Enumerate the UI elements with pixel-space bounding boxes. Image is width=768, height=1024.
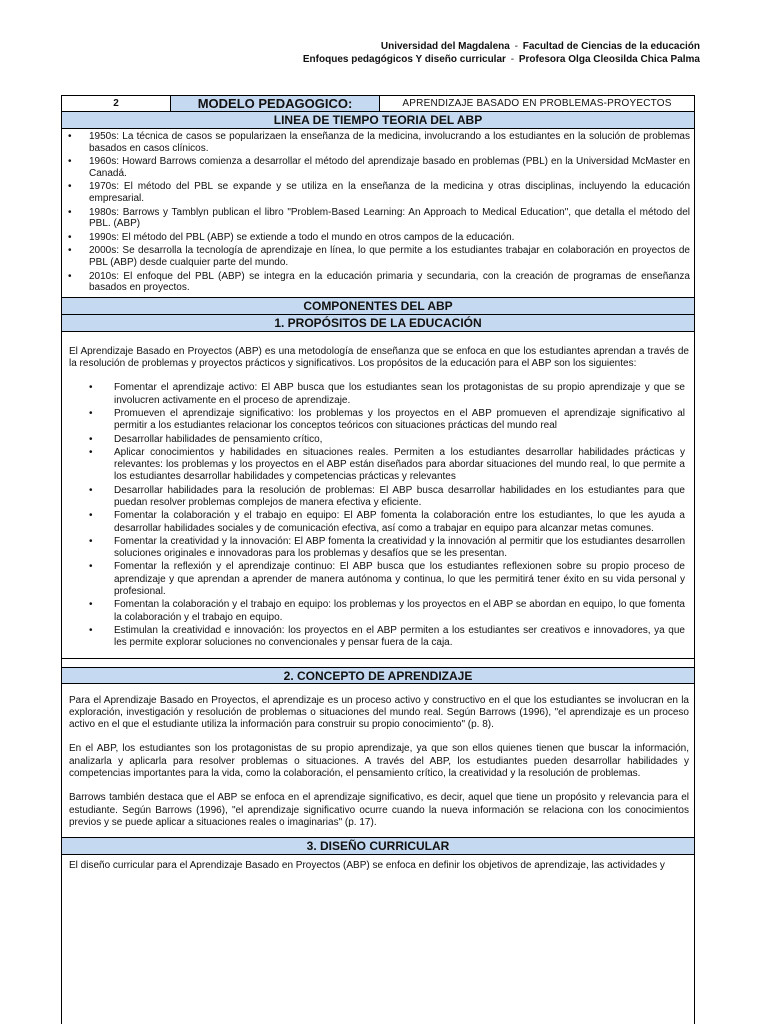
course-name: Enfoques pedagógicos Y diseño curricular <box>302 54 506 65</box>
header-separator: - <box>514 41 518 52</box>
curriculum-section <box>62 855 694 872</box>
timeline-item: • 1950s: La técnica de casos se popularizaen la enseñanza de la medicina, involucrando a los estudiantes en la solución de problemas basados en casos clínicos. <box>66 131 690 154</box>
concept-paragraph: En el ABP, los estudiantes son los protagonistas de su propio aprendizaje, ya que son ellos quienes tienen que buscar la información, analizarla y aplicarla para resolver problemas o situaciones. A través del ABP, los estudiantes pueden desarrollar habilidades y competencias importantes para la vida, como la colaboración, el pensamiento crítico, la creatividad y la resolución de problemas. <box>69 743 689 780</box>
model-value: APRENDIZAJE BASADO EN PROBLEMAS-PROYECTOS <box>402 98 672 109</box>
concept-paragraph: Barrows también destaca que el ABP se enfoca en el aprendizaje significativo, es decir, aquel que tiene un propósito y relevancia para el estudiante. Según Barrows (1996), "el aprendizaje significativo ocurre cuando la nueva información se relaciona con los conocimientos previos y se puede aplicar a situaciones reales o imaginarias" (p. 17). <box>69 792 689 828</box>
model-number: 2 <box>62 96 171 111</box>
timeline-item: • 1970s: El método del PBL se expande y se utiliza en la enseñanza de la medicina y otras disciplinas, incluyendo la educación empresarial. <box>66 181 690 204</box>
purpose-item: • Fomentar la creatividad y la innovación: El ABP fomenta la creatividad y la innovación al permitir que los estudiantes desarrollen soluciones originales e innovadoras para los problemas y desafíos que se les presentan. <box>89 536 685 561</box>
purpose-item: • Promueven el aprendizaje significativo: los problemas y los proyectos en el ABP promueven el aprendizaje significativo al permitir a los estudiantes relacionar los conceptos teóricos con situaciones prácticas del mundo real <box>89 408 685 433</box>
purposes-list <box>62 382 694 649</box>
purposes-section <box>62 332 694 659</box>
header-line-2 <box>303 53 700 66</box>
timeline-item: • 1990s: El método del PBL (ABP) se extiende a todo el mundo en otros campos de la educación. <box>66 232 690 244</box>
curriculum-intro: El diseño curricular para el Aprendizaje Basado en Proyectos (ABP) se enfoca en definir los objetivos de aprendizaje, las actividades y <box>69 860 665 872</box>
components-title: COMPONENTES DEL ABP <box>62 298 694 315</box>
curriculum-title: 3. DISEÑO CURRICULAR <box>62 838 694 855</box>
university-name: Universidad del Magdalena <box>380 41 510 52</box>
timeline-item: • 1980s: Barrows y Tamblyn publican el libro "Problem-Based Learning: An Approach to Medical Education", que detalla el método del PBL. (ABP) <box>66 207 690 230</box>
header-line-1 <box>303 40 700 53</box>
purpose-item: • Fomentar la reflexión y el aprendizaje continuo: El ABP busca que los estudiantes reflexionen sobre su propio proceso de aprendizaje y que aprendan a aprender de manera autónoma y continua, lo que les permitirá tener éxito en su vida personal y profesional. <box>89 561 685 598</box>
purpose-item: • Estimulan la creatividad e innovación: los proyectos en el ABP permiten a los estudiantes ser creativos e innovadores, ya que les permite explorar soluciones no convencionales y pensar fuera de la caja. <box>89 625 685 650</box>
timeline-item: • 2010s: El enfoque del PBL (ABP) se integra en la educación primaria y secundaria, con la creación de programas de enseñanza basados en proyectos. <box>66 271 690 294</box>
professor-name: Profesora Olga Cleosilda Chica Palma <box>518 54 700 65</box>
timeline-item: • 1960s: Howard Barrows comienza a desarrollar el método del aprendizaje basado en problemas (PBL) en la Universidad McMaster en Canadá. <box>66 156 690 179</box>
purpose-item: • Fomentan la colaboración y el trabajo en equipo: los problemas y los proyectos en el ABP se abordan en equipo, lo que fomenta la colaboración y el trabajo en equipo. <box>89 599 685 624</box>
concept-section <box>62 684 694 839</box>
timeline-item: • 2000s: Se desarrolla la tecnología de aprendizaje en línea, lo que permite a los estudiantes trabajar en colaboración en proyectos de PBL (ABP) desde cualquier parte del mundo. <box>66 245 690 268</box>
document-header <box>303 40 700 66</box>
concept-paragraph: Para el Aprendizaje Basado en Proyectos, el aprendizaje es un proceso activo y constructivo en el que los estudiantes se involucran en la exploración, investigación y resolución de problemas o situaciones del mundo real. Según Barrows (1996), "el aprendizaje es un proceso activo en el que el estudiante utiliza la información para construir su propio conocimiento" (p. 8). <box>69 694 689 731</box>
purpose-item: • Fomentar el aprendizaje activo: El ABP busca que los estudiantes sean los protagonistas de su propio aprendizaje y que se involucren activamente en el proceso de aprendizaje. <box>89 382 685 407</box>
concept-title: 2. CONCEPTO DE APRENDIZAJE <box>62 667 694 684</box>
purpose-item: • Aplicar conocimientos y habilidades en situaciones reales. Permiten a los estudiantes desarrollar habilidades prácticas y relevantes: los problemas y los proyectos en el ABP están diseñados para abordar situaciones del mundo real, lo que permite a los estudiantes desarrollar habilidades y competencias prácticas y relevantes <box>89 447 685 484</box>
faculty-name: Facultad de Ciencias de la educación <box>522 41 700 52</box>
purpose-item: • Fomentar la colaboración y el trabajo en equipo: El ABP fomenta la colaboración entre los estudiantes, lo que les ayuda a desarrollar habilidades sociales y de comunicación efectiva, así como a trabajar en equipo para alcanzar metas comunes. <box>89 510 685 535</box>
purpose-item: • Desarrollar habilidades para la resolución de problemas: El ABP busca desarrollar habilidades en los estudiantes para que puedan resolver problemas complejos de manera efectiva y eficiente. <box>89 485 685 510</box>
model-label: MODELO PEDAGOGICO: <box>171 96 380 111</box>
purpose-item: • Desarrollar habilidades de pensamiento crítico, <box>89 434 685 446</box>
timeline-title: LINEA DE TIEMPO TEORIA DEL ABP <box>62 112 694 129</box>
document-table <box>61 95 695 1024</box>
purposes-intro: El Aprendizaje Basado en Proyectos (ABP) es una metodología de enseñanza que se enfoca en que los estudiantes aprendan a través de la resolución de problemas y proyectos prácticos y significativos. Los propósitos de la educación para el ABP son los siguientes: <box>69 345 689 370</box>
header-separator: - <box>510 54 515 65</box>
purposes-title: 1. PROPÓSITOS DE LA EDUCACIÓN <box>62 315 694 332</box>
model-row <box>62 96 694 112</box>
timeline-list <box>62 129 694 298</box>
